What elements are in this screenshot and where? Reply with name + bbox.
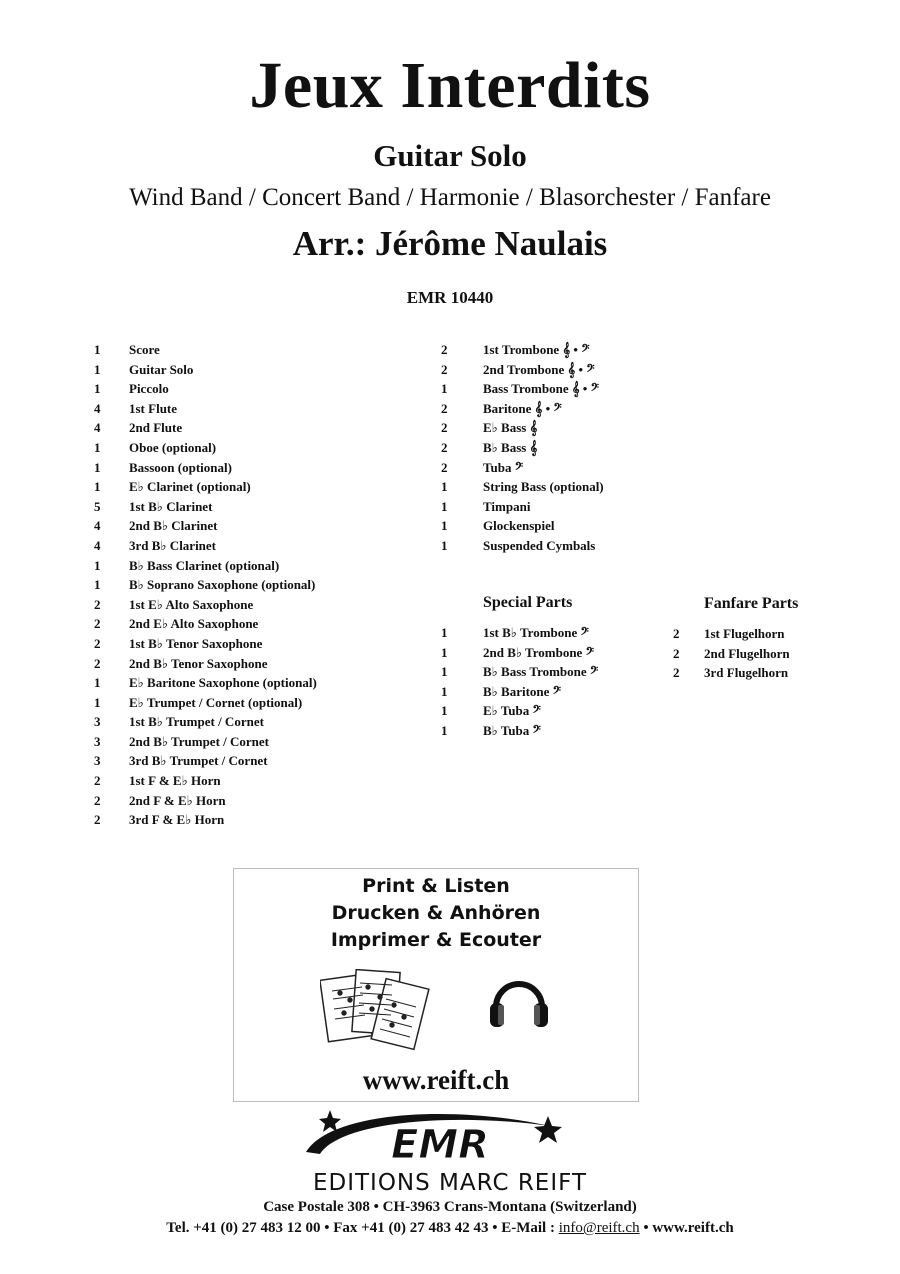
part-quantity: 4 bbox=[94, 537, 101, 553]
part-name: 2nd B♭ Trombone 𝄢 bbox=[483, 644, 594, 660]
part-name: Timpani bbox=[483, 498, 531, 514]
ensemble-line: Wind Band / Concert Band / Harmonie / Blasorchester / Fanfare bbox=[129, 184, 771, 211]
headphones-icon bbox=[484, 967, 554, 1037]
part-name: 1st B♭ Trombone 𝄢 bbox=[483, 625, 589, 640]
part-quantity: 4 bbox=[94, 518, 101, 534]
part-name: Bass Trombone 𝄞 • 𝄢 bbox=[483, 381, 599, 397]
part-quantity: 1 bbox=[441, 644, 448, 660]
part-quantity: 1 bbox=[94, 675, 101, 691]
part-quantity: 3 bbox=[94, 733, 101, 749]
part-quantity: 1 bbox=[94, 557, 101, 573]
part-quantity: 2 bbox=[673, 665, 680, 681]
part-quantity: 2 bbox=[94, 635, 101, 651]
publisher-name: EDITIONS MARC REIFT bbox=[312, 1170, 588, 1196]
part-name: B♭ Baritone 𝄢 bbox=[483, 683, 562, 699]
promo-url[interactable]: www.reift.ch bbox=[362, 1065, 510, 1095]
part-quantity: 1 bbox=[441, 479, 448, 495]
part-quantity: 2 bbox=[441, 439, 448, 455]
part-name: E♭ Clarinet (optional) bbox=[129, 479, 251, 495]
contact-prefix: Tel. +41 (0) 27 483 12 00 • Fax +41 (0) 27 483 42 43 • E-Mail : bbox=[166, 1220, 559, 1236]
part-name: E♭ Baritone Saxophone (optional) bbox=[129, 675, 317, 691]
part-name: 2nd Flute bbox=[129, 420, 183, 436]
part-quantity: 2 bbox=[94, 616, 101, 632]
part-name: Baritone 𝄞 • 𝄢 bbox=[483, 400, 562, 416]
part-name: Glockenspiel bbox=[483, 518, 555, 534]
part-quantity: 1 bbox=[94, 439, 101, 455]
part-quantity: 1 bbox=[94, 577, 101, 593]
part-name: 1st Trombone 𝄞 • 𝄢 bbox=[483, 342, 590, 357]
part-quantity: 2 bbox=[94, 655, 101, 671]
special-parts-heading: Special Parts bbox=[483, 594, 573, 611]
promo-line-fr: Imprimer & Ecouter bbox=[330, 929, 542, 951]
part-quantity: 1 bbox=[441, 664, 448, 680]
sheet-music-icon bbox=[320, 969, 430, 1059]
part-name: Guitar Solo bbox=[129, 361, 194, 377]
part-name: 2nd F & E♭ Horn bbox=[129, 792, 226, 808]
part-name: Piccolo bbox=[129, 381, 169, 397]
part-quantity: 2 bbox=[441, 361, 448, 377]
page-title: Jeux Interdits bbox=[249, 49, 651, 122]
part-quantity: 1 bbox=[441, 537, 448, 553]
part-quantity: 1 bbox=[94, 479, 101, 495]
part-quantity: 2 bbox=[673, 626, 680, 641]
part-quantity: 1 bbox=[94, 361, 101, 377]
part-name: E♭ Bass 𝄞 bbox=[483, 420, 538, 436]
part-name: B♭ Bass Trombone 𝄢 bbox=[483, 664, 599, 680]
part-quantity: 2 bbox=[441, 459, 448, 475]
part-name: B♭ Soprano Saxophone (optional) bbox=[129, 577, 316, 593]
fanfare-parts-heading: Fanfare Parts bbox=[704, 595, 799, 612]
promo-line-en: Print & Listen bbox=[362, 875, 510, 897]
part-name: B♭ Bass Clarinet (optional) bbox=[129, 557, 280, 573]
part-name: Tuba 𝄢 bbox=[483, 459, 524, 475]
part-name: E♭ Trumpet / Cornet (optional) bbox=[129, 694, 303, 710]
part-quantity: 1 bbox=[94, 694, 101, 710]
part-name: 1st B♭ Clarinet bbox=[129, 498, 213, 514]
part-name: 2nd Trombone 𝄞 • 𝄢 bbox=[483, 361, 595, 377]
part-name: 2nd B♭ Clarinet bbox=[129, 518, 218, 534]
part-name: B♭ Bass 𝄞 bbox=[483, 439, 538, 455]
catalog-number: EMR 10440 bbox=[406, 288, 494, 307]
part-quantity: 1 bbox=[441, 722, 448, 738]
part-name: Suspended Cymbals bbox=[483, 537, 596, 553]
part-quantity: 2 bbox=[94, 812, 101, 828]
part-name: 3rd F & E♭ Horn bbox=[129, 812, 225, 828]
print-listen-box bbox=[233, 868, 639, 1102]
arranger: Arr.: Jérôme Naulais bbox=[292, 224, 608, 263]
part-quantity: 2 bbox=[94, 596, 101, 612]
part-quantity: 5 bbox=[94, 498, 101, 514]
subtitle: Guitar Solo bbox=[373, 138, 527, 173]
part-name: String Bass (optional) bbox=[483, 479, 604, 495]
part-name: E♭ Tuba 𝄢 bbox=[483, 703, 541, 719]
part-quantity: 2 bbox=[94, 773, 101, 789]
part-name: 2nd Flugelhorn bbox=[704, 645, 790, 661]
contact-line bbox=[0, 1220, 900, 1237]
part-name: 1st Flugelhorn bbox=[704, 626, 785, 641]
part-quantity: 2 bbox=[441, 400, 448, 416]
part-name: B♭ Tuba 𝄢 bbox=[483, 722, 541, 738]
part-quantity: 2 bbox=[94, 792, 101, 808]
email-link[interactable]: info@reift.ch bbox=[558, 1220, 640, 1236]
publisher-address: Case Postale 308 • CH-3963 Crans-Montana (Switzerland) bbox=[263, 1199, 637, 1215]
part-name: 1st B♭ Tenor Saxophone bbox=[129, 635, 263, 651]
part-quantity: 3 bbox=[94, 714, 101, 730]
part-name: Score bbox=[129, 342, 160, 357]
part-name: 1st B♭ Trumpet / Cornet bbox=[129, 714, 264, 730]
part-quantity: 1 bbox=[441, 518, 448, 534]
promo-line-de: Drucken & Anhören bbox=[331, 902, 541, 924]
part-quantity: 1 bbox=[441, 381, 448, 397]
part-quantity: 3 bbox=[94, 753, 101, 769]
part-name: Bassoon (optional) bbox=[129, 459, 232, 475]
part-quantity: 1 bbox=[94, 342, 101, 357]
part-name: 1st Flute bbox=[129, 400, 178, 416]
part-name: 2nd B♭ Trumpet / Cornet bbox=[129, 733, 269, 749]
part-quantity: 1 bbox=[441, 703, 448, 719]
part-quantity: 1 bbox=[441, 625, 448, 640]
part-quantity: 1 bbox=[441, 498, 448, 514]
part-name: 3rd B♭ Trumpet / Cornet bbox=[129, 753, 268, 769]
part-quantity: 1 bbox=[441, 683, 448, 699]
part-quantity: 4 bbox=[94, 400, 101, 416]
part-quantity: 4 bbox=[94, 420, 101, 436]
part-name: 1st E♭ Alto Saxophone bbox=[129, 596, 254, 612]
part-name: 2nd B♭ Tenor Saxophone bbox=[129, 655, 268, 671]
emr-logo-icon bbox=[300, 1108, 570, 1170]
part-name: Oboe (optional) bbox=[129, 439, 217, 455]
logo-text: EMR bbox=[391, 1122, 489, 1168]
part-name: 2nd E♭ Alto Saxophone bbox=[129, 616, 259, 632]
part-name: 3rd Flugelhorn bbox=[704, 665, 789, 681]
part-quantity: 1 bbox=[94, 459, 101, 475]
part-quantity: 2 bbox=[673, 645, 680, 661]
part-quantity: 2 bbox=[441, 342, 448, 357]
contact-suffix: • www.reift.ch bbox=[639, 1220, 734, 1236]
part-quantity: 1 bbox=[94, 381, 101, 397]
part-quantity: 2 bbox=[441, 420, 448, 436]
part-name: 1st F & E♭ Horn bbox=[129, 773, 221, 789]
part-name: 3rd B♭ Clarinet bbox=[129, 537, 217, 553]
